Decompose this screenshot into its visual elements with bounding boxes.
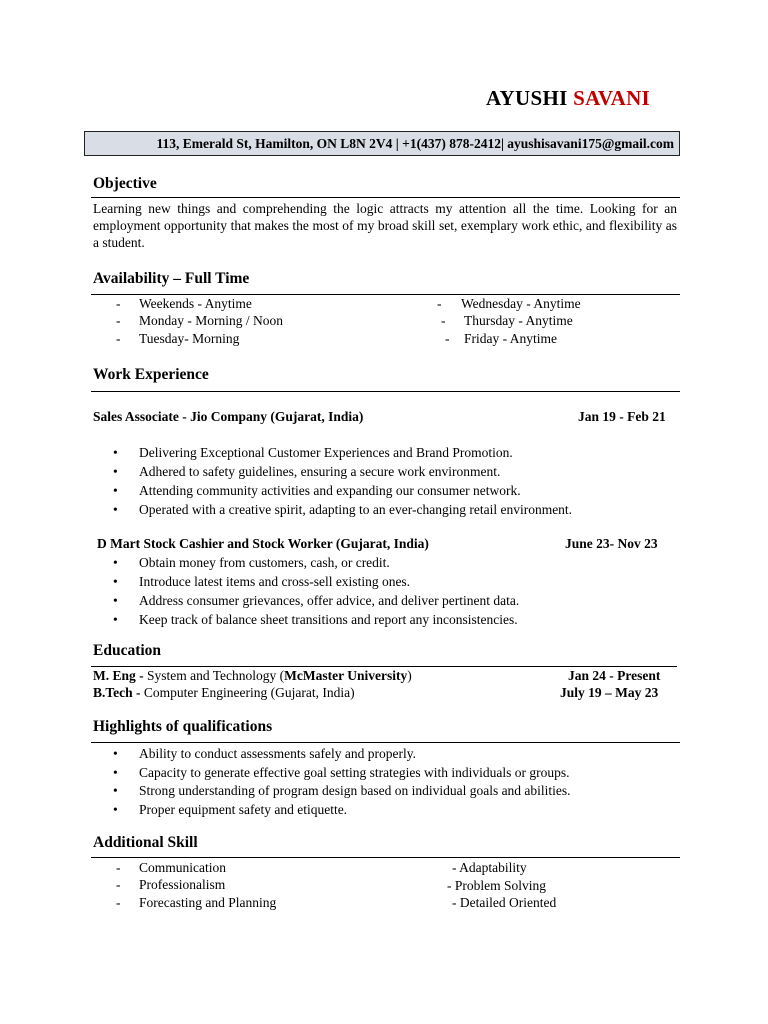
- contact-info: 113, Emerald St, Hamilton, ON L8N 2V4 | +1(437) 878-2412| ayushisavani175@gmail.com: [84, 131, 680, 156]
- list-item: • Attending community activities and expanding our consumer network.: [113, 481, 572, 500]
- education-entry-2: B.Tech - Computer Engineering (Gujarat, India): [93, 685, 355, 700]
- job-2-duties: [113, 553, 519, 629]
- section-divider: [91, 197, 680, 198]
- list-item: • Address consumer grievances, offer advice, and deliver pertinent data.: [113, 591, 519, 610]
- job-dates-2: June 23- Nov 23: [565, 536, 658, 551]
- job-title-2: D Mart Stock Cashier and Stock Worker (Gujarat, India): [97, 536, 429, 551]
- candidate-name: [486, 86, 650, 111]
- list-item: - Weekends - Anytime: [116, 296, 252, 311]
- work-experience-heading: Work Experience: [93, 366, 209, 383]
- education-dates-1: Jan 24 - Present: [568, 668, 661, 683]
- education-dates-2: July 19 – May 23: [560, 685, 659, 700]
- list-item: - Communication: [116, 860, 226, 875]
- list-item: • Keep track of balance sheet transitions and report any inconsistencies.: [113, 610, 519, 629]
- highlights-heading: Highlights of qualifications: [93, 718, 273, 735]
- job-title-1: Sales Associate - Jio Company (Gujarat, India): [93, 409, 364, 424]
- objective-text: Learning new things and comprehending the logic attracts my attention all the time. Looking for an employment opportunity that makes the most of my broad skill set, exemplary work ethic, and flexibility as a student.: [93, 201, 677, 250]
- skill-problem-solving: - Problem Solving: [447, 878, 547, 893]
- list-item: • Ability to conduct assessments safely and properly.: [113, 745, 571, 764]
- availability-right-list: [437, 295, 581, 347]
- job-dates-1: Jan 19 - Feb 21: [578, 409, 666, 424]
- list-item: - Thursday - Anytime: [441, 313, 573, 329]
- availability-left-list: [116, 295, 283, 347]
- first-name: AYUSHI: [486, 86, 568, 110]
- education-entry-1: M. Eng - System and Technology (McMaster University): [93, 668, 412, 683]
- list-item: - Monday - Morning / Noon: [116, 313, 283, 329]
- list-item: - Forecasting and Planning: [116, 894, 277, 910]
- list-item: • Capacity to generate effective goal setting strategies with individuals or groups.: [113, 764, 571, 783]
- list-item: • Proper equipment safety and etiquette.: [113, 801, 571, 820]
- list-item: - Wednesday - Anytime: [437, 296, 581, 311]
- list-item: • Delivering Exceptional Customer Experiences and Brand Promotion.: [113, 443, 572, 462]
- last-name: SAVANI: [573, 86, 651, 110]
- highlights-list: [113, 745, 571, 819]
- list-item: • Introduce latest items and cross-sell existing ones.: [113, 572, 519, 591]
- list-item: - Friday - Anytime: [445, 330, 557, 346]
- availability-heading: Availability – Full Time: [93, 270, 250, 287]
- skills-left-list: [116, 859, 276, 911]
- education-heading: Education: [93, 642, 162, 659]
- section-divider: [91, 391, 680, 392]
- skill-adaptability: - Adaptability: [452, 860, 527, 875]
- list-item: - Tuesday- Morning: [116, 330, 240, 346]
- skills-heading: Additional Skill: [93, 834, 198, 851]
- section-divider: [91, 857, 680, 858]
- section-divider: [91, 742, 680, 743]
- list-item: • Strong understanding of program design based on individual goals and abilities.: [113, 782, 571, 801]
- job-1-duties: [113, 443, 572, 519]
- list-item: • Obtain money from customers, cash, or credit.: [113, 553, 519, 572]
- skill-detail-oriented: - Detailed Oriented: [452, 895, 557, 910]
- list-item: - Professionalism: [116, 877, 226, 893]
- list-item: • Operated with a creative spirit, adapting to an ever-changing retail environment.: [113, 500, 572, 519]
- objective-heading: Objective: [93, 175, 157, 192]
- list-item: • Adhered to safety guidelines, ensuring a secure work environment.: [113, 462, 572, 481]
